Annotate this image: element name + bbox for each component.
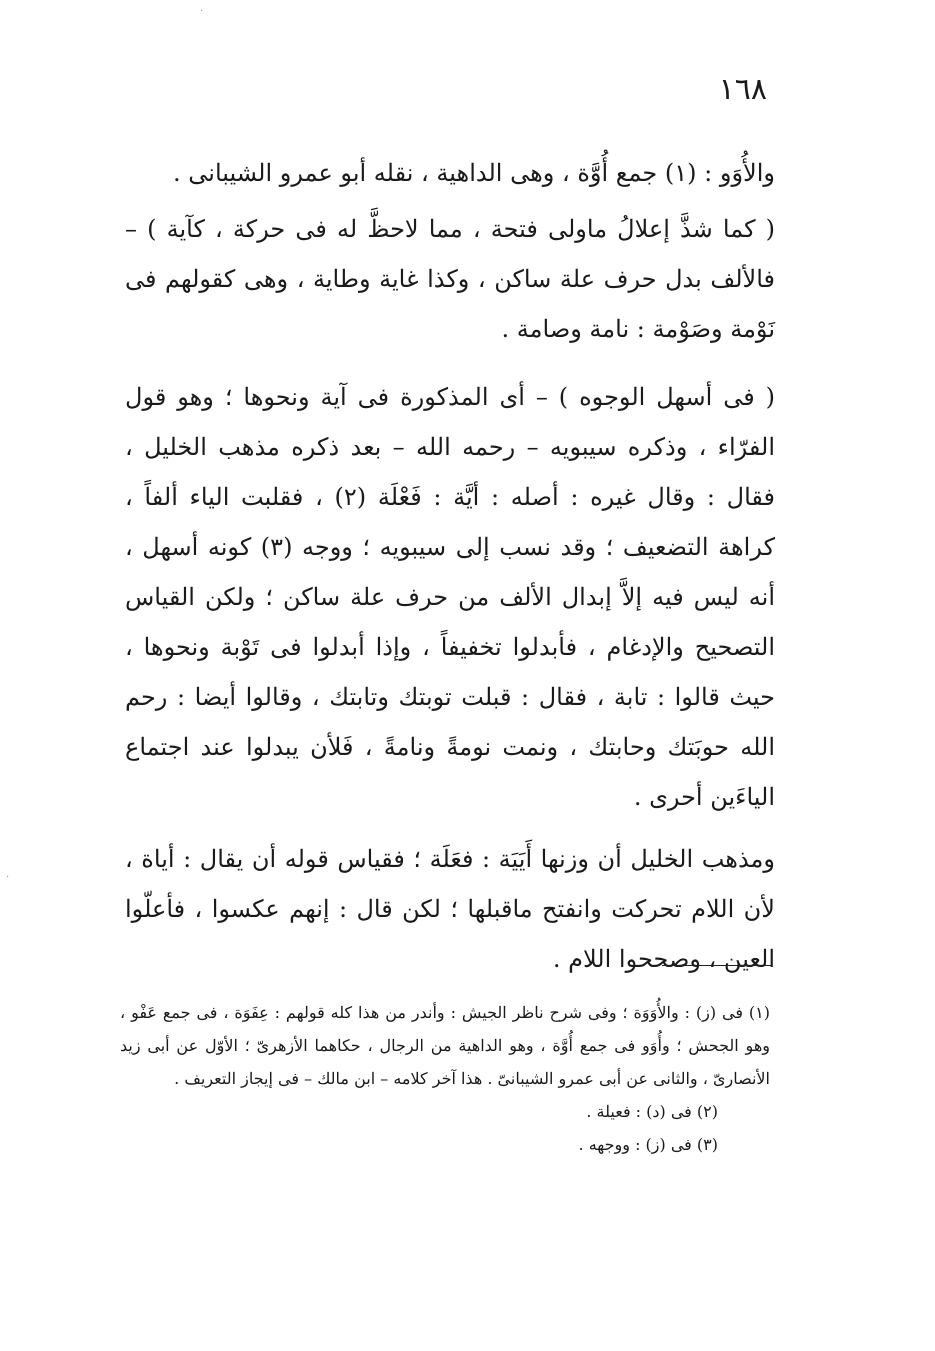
footnote-3: (٣) فى (ز) : ووجهه . — [578, 1135, 718, 1154]
footnote-1: (١) فى (ز) : والأُوَوَة ؛ وفى شرح ناظر الجيش : وأندر من هذا كله قولهم : عِفَوَة ، فى جمع عَفْو ، وهو الجحش ؛ وأُوَو فى جمع أُوَّة ، وهو الداهية من الرجال ، حكاهما الأزهرىّ ؛ الأوّل عن أبى زيد الأنصارىّ ، والثانى عن أبى عمرو الشيبانىّ . هذا آخر كلامه – ابن مالك – فى إيجاز التعريف . — [120, 1003, 770, 1088]
paragraph-1: والأُوَو : (١) جمع أُوَّة ، وهى الداهية ، نقله أبو عمرو الشيبانى . — [173, 159, 775, 187]
main-text-body — [125, 148, 775, 984]
footnote-2: (٢) فى (د) : فعيلة . — [586, 1102, 718, 1121]
footnotes — [120, 996, 770, 1161]
scan-mark: · — [6, 872, 10, 883]
paragraph-2: ( كما شذَّ إعلالُ ماولى فتحة ، مما لاحظَّ له فى حركة ، كآية ) – فالألف بدل حرف علة ساكن ، وكذا غاية وطاية ، وهى كقولهم فى نَوْمة وصَوْمة : نامة وصامة . — [125, 215, 775, 343]
paragraph-3: ( فى أسهل الوجوه ) – أى المذكورة فى آية ونحوها ؛ وهو قول الفرّاء ، وذكره سيبويه – رحمه الله – بعد ذكره مذهب الخليل ، فقال : وقال غيره : أصله : أيَّة : فَعْلَة (٢) ، فقلبت الياء ألفاً ، كراهة التضعيف ؛ وقد نسب إلى سيبويه ؛ ووجه (٣) كونه أسهل ، أنه ليس فيه إلاَّ إبدال الألف من حرف علة ساكن ؛ ولكن القياس التصحيح والإدغام ، فأبدلوا تخفيفاً ، وإذا أبدلوا فى تَوْبة ونحوها ، حيث قالوا : تابة ، فقال : قبلت توبتك وتابتك ، وقالوا أيضا : رحم الله حوبَتك وحابتك ، ونمت نومةً ونامةً ، فَلأن يبدلوا عند اجتماع الياءَين أحرى . — [125, 383, 776, 811]
footnote-separator — [662, 965, 772, 966]
paragraph-4: ومذهب الخليل أن وزنها أَيَيَة : فعَلَة ؛ فقياس قوله أن يقال : أياة ، لأن اللام تحركت وانفتح ماقبلها ؛ لكن قال : إنهم عكسوا ، فأعلّوا العين ، وصححوا اللام . — [125, 845, 775, 973]
page-number: ١٦٨ — [718, 72, 767, 107]
scan-mark: · — [200, 6, 204, 17]
